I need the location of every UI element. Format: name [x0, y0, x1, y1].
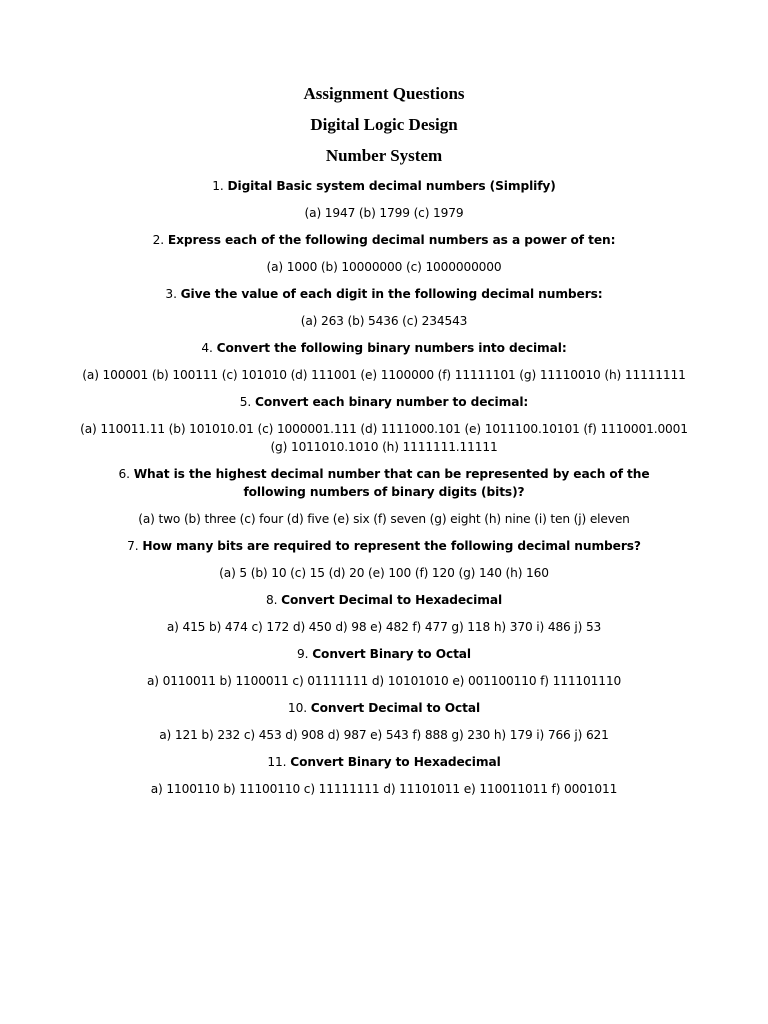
question-number: 2. — [152, 233, 165, 247]
document-title: Assignment Questions — [303, 84, 465, 103]
question-6-items: (a) two (b) three (c) four (d) five (e) six (f) seven (g) eight (h) nine (i) ten (j) eleven — [138, 512, 630, 526]
question-text: Digital Basic system decimal numbers (Simplify) — [227, 179, 556, 193]
question-6-title — [90, 465, 678, 501]
question-4-items: (a) 100001 (b) 100111 (c) 101010 (d) 111001 (e) 1100000 (f) 11111101 (g) 11110010 (h) 11111111 — [82, 368, 686, 382]
question-text: Convert Decimal to Octal — [310, 701, 481, 715]
question-2-items: (a) 1000 (b) 10000000 (c) 1000000000 — [266, 260, 502, 274]
question-7-items: (a) 5 (b) 10 (c) 15 (d) 20 (e) 100 (f) 120 (g) 140 (h) 160 — [219, 566, 549, 580]
question-9-items: a) 0110011 b) 1100011 c) 01111111 d) 10101010 e) 001100110 f) 111101110 — [146, 674, 622, 688]
course-title: Digital Logic Design — [310, 115, 458, 134]
question-number: 4. — [201, 341, 213, 355]
question-number: 1. — [212, 179, 224, 193]
question-5-title — [90, 393, 678, 411]
question-8-title — [90, 591, 678, 609]
question-5-items: (a) 110011.11 (b) 101010.01 (c) 1000001.111 (d) 1111000.101 (e) 1011100.10101 (f) 1110001.0001 (g) 1011010.1010 (h) 1111111.11111 — [80, 422, 688, 454]
question-number: 9. — [296, 647, 309, 661]
question-1-items: (a) 1947 (b) 1799 (c) 1979 — [304, 206, 464, 220]
question-9-title — [90, 645, 678, 663]
question-8-items: a) 415 b) 474 c) 172 d) 450 d) 98 e) 482 f) 477 g) 118 h) 370 i) 486 j) 53 — [166, 620, 602, 634]
question-3-items: (a) 263 (b) 5436 (c) 234543 — [300, 314, 468, 328]
question-11-items: a) 1100110 b) 11100110 c) 11111111 d) 11101011 e) 110011011 f) 0001011 — [150, 782, 618, 796]
question-1-title — [90, 177, 678, 195]
question-text: Convert the following binary numbers into decimal: — [216, 341, 567, 355]
question-text: What is the highest decimal number that can be represented by each of the following numbers of binary digits (bits)? — [133, 467, 650, 499]
question-text: Convert Decimal to Hexadecimal — [281, 593, 503, 607]
question-text: Convert each binary number to decimal: — [254, 395, 529, 409]
question-number: 5. — [239, 395, 252, 409]
question-3-title — [90, 285, 678, 303]
question-number: 8. — [265, 593, 278, 607]
question-number: 11. — [267, 755, 287, 769]
question-text: Convert Binary to Hexadecimal — [290, 755, 501, 769]
topic-title: Number System — [325, 146, 443, 165]
question-7-title — [90, 537, 678, 555]
question-4-title — [90, 339, 678, 357]
question-10-title — [90, 699, 678, 717]
document-page — [80, 84, 688, 807]
question-11-title — [90, 753, 678, 771]
question-number: 10. — [287, 701, 308, 715]
question-text: Give the value of each digit in the following decimal numbers: — [180, 287, 603, 301]
question-number: 3. — [165, 287, 177, 301]
question-number: 7. — [127, 539, 139, 553]
question-number: 6. — [118, 467, 130, 481]
question-2-title — [90, 231, 678, 249]
question-10-items: a) 121 b) 232 c) 453 d) 908 d) 987 e) 543 f) 888 g) 230 h) 179 i) 766 j) 621 — [159, 728, 609, 742]
question-text: Express each of the following decimal numbers as a power of ten: — [167, 233, 616, 247]
question-text: Convert Binary to Octal — [312, 647, 472, 661]
question-text: How many bits are required to represent the following decimal numbers? — [142, 539, 641, 553]
